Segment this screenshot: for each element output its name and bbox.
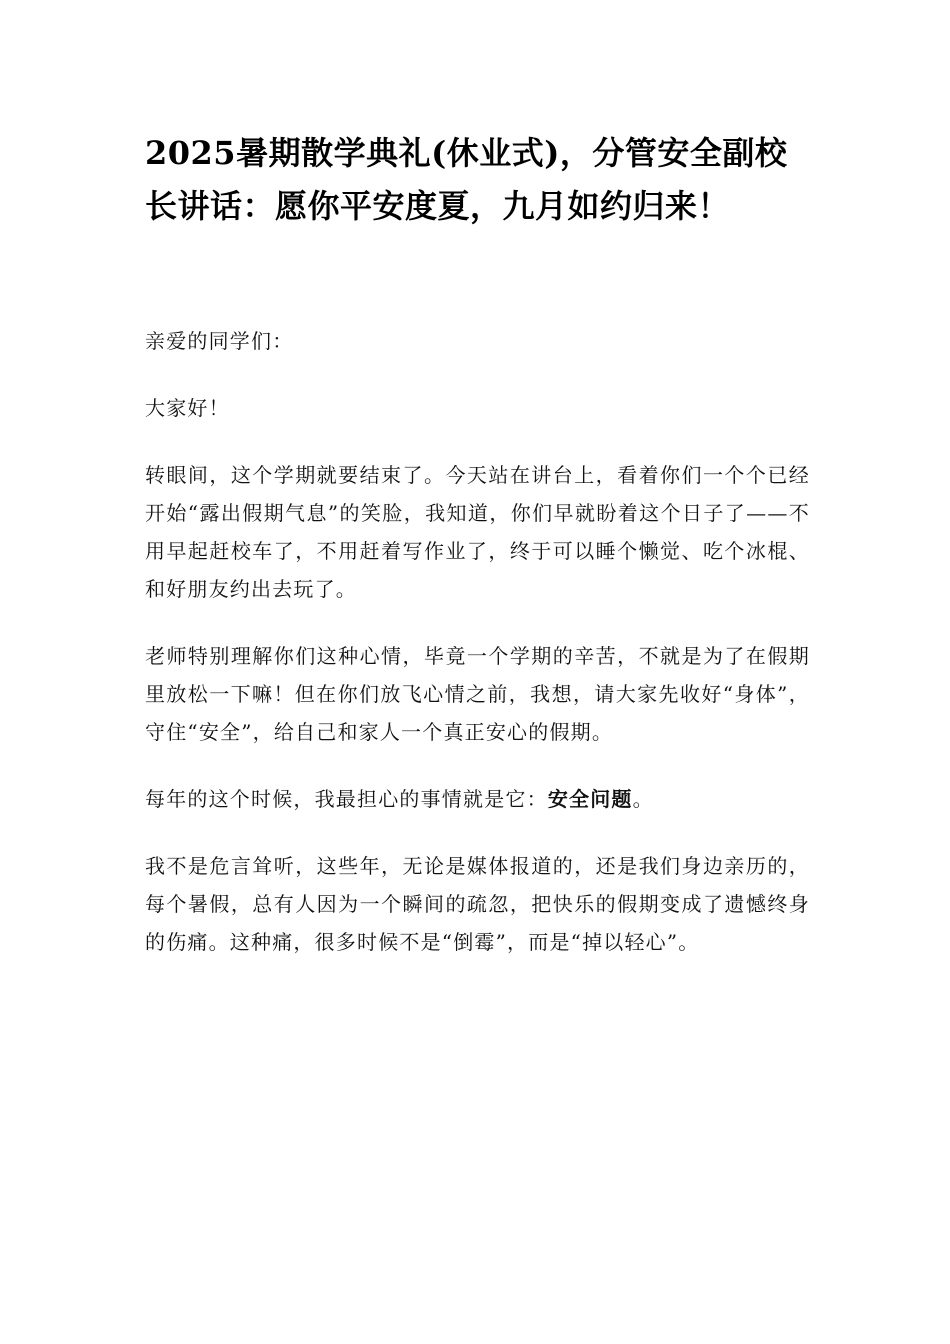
document-title: 2025暑期散学典礼(休业式)，分管安全副校长讲话：愿你平安度夏，九月如约归来！ bbox=[145, 134, 788, 225]
paragraph-4: 我不是危言耸听，这些年，无论是媒体报道的，还是我们身边亲历的，每个暑假，总有人因为一个瞬间的疏忽，把快乐的假期变成了遗憾终身的伤痛。这种痛，很多时候不是“倒霉”，而是“掉以轻心”。 bbox=[145, 854, 810, 954]
greeting-paragraph: 亲爱的同学们： bbox=[145, 329, 294, 353]
paragraph-3-suffix: 。 bbox=[632, 787, 654, 811]
safety-issue-emphasis: 安全问题 bbox=[547, 787, 633, 811]
paragraph-3-prefix: 每年的这个时候，我最担心的事情就是它： bbox=[145, 787, 548, 811]
paragraph-1: 转眼间，这个学期就要结束了。今天站在讲台上，看着你们一个个已经开始“露出假期气息”的笑脸，我知道，你们早就盼着这个日子了——不用早起赶校车了，不用赶着写作业了，终于可以睡个懒觉、吃个冰棍、和好朋友约出去玩了。 bbox=[145, 463, 810, 601]
hello-paragraph: 大家好！ bbox=[145, 396, 230, 420]
document-body bbox=[145, 322, 810, 990]
paragraph-2: 老师特别理解你们这种心情，毕竟一个学期的辛苦，不就是为了在假期里放松一下嘛！但在你们放飞心情之前，我想，请大家先收好“身体”，守住“安全”，给自己和家人一个真正安心的假期。 bbox=[145, 644, 810, 744]
paragraph-3 bbox=[145, 780, 810, 818]
